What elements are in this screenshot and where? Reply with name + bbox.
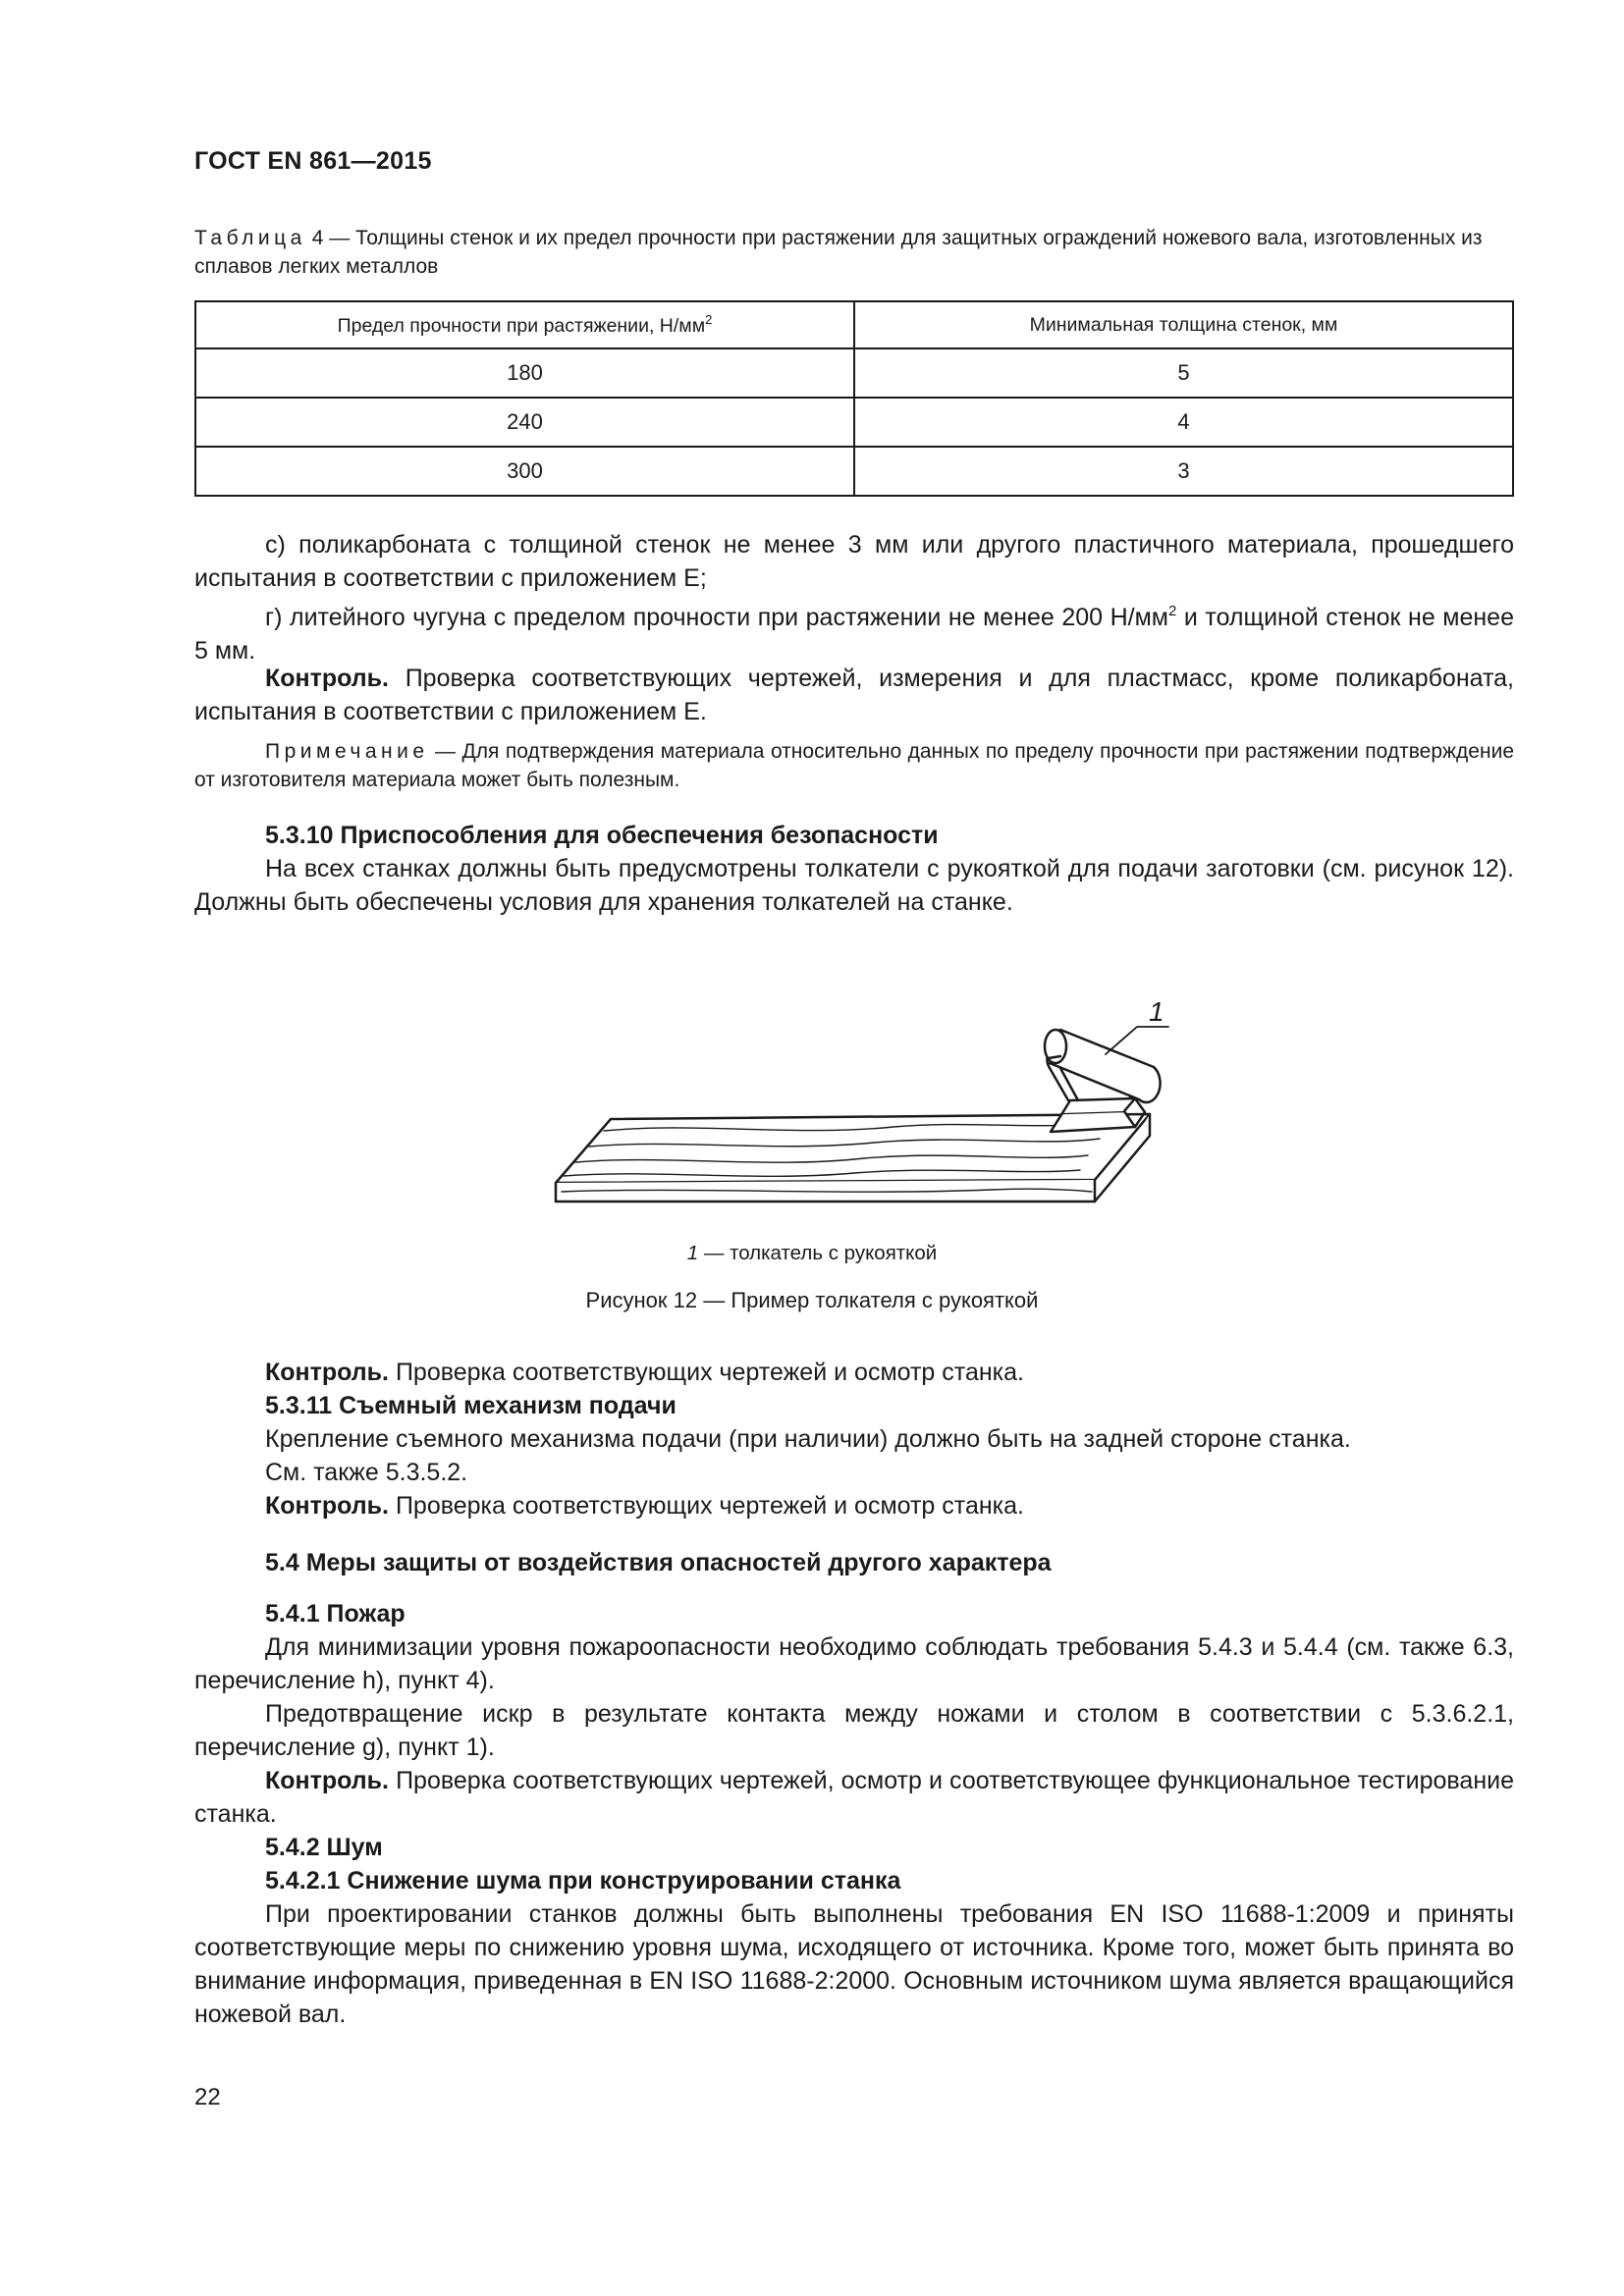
pusher-figure bbox=[550, 972, 1178, 1222]
document-code: ГОСТ EN 861—2015 bbox=[194, 147, 432, 175]
table-caption-text: — Толщины стенок и их предел прочности при растяжении для защитных ограждений ножевого вала, изготовленных из сплавов легких металлов bbox=[194, 227, 1483, 278]
cell-strength: 240 bbox=[195, 398, 854, 447]
list-item-c: с) поликарбоната с толщиной стенок не менее 3 мм или другого пластичного материала, прошедшего испытания в соответствии с приложением Е; bbox=[194, 531, 1514, 592]
control-paragraph-1: Контроль. Проверка соответствующих чертежей, измерения и для пластмасс, кроме поликарбоната, испытания в соответствии с приложением Е. bbox=[194, 665, 1514, 725]
list-item-g: г) литейного чугуна с пределом прочности при растяжении не менее 200 $Н/мм^2$ и толщиной стенок не менее 5 мм. bbox=[194, 603, 1514, 665]
pusher-block bbox=[1051, 1111, 1135, 1132]
table-caption-number: 4 bbox=[311, 227, 324, 249]
control-paragraph-3: Контроль. Проверка соответствующих чертежей и осмотр станка. bbox=[265, 1492, 1024, 1520]
table-caption-label: Таблица bbox=[194, 227, 306, 249]
page-number: 22 bbox=[194, 2084, 221, 2110]
heading-5-3-10: 5.3.10 Приспособления для обеспечения безопасности bbox=[265, 822, 939, 849]
table-header-row bbox=[195, 301, 1513, 348]
cell-strength: 180 bbox=[195, 348, 854, 398]
cell-thickness: 5 bbox=[854, 348, 1513, 398]
paragraph-5-3-11-a: Крепление съемного механизма подачи (при наличии) должно быть на задней стороне станка. bbox=[265, 1425, 1351, 1453]
control-paragraph-2: Контроль. Проверка соответствующих чертежей и осмотр станка. bbox=[265, 1359, 1024, 1386]
paragraph-5-3-10: На всех станках должны быть предусмотрены толкатели с рукояткой для подачи заготовки (см. рисунок 12). Должны быть обеспечены условия для хранения толкателей на станке. bbox=[194, 855, 1514, 916]
heading-5-4: 5.4 Меры защиты от воздействия опасностей другого характера bbox=[265, 1549, 1052, 1576]
figure-caption: Рисунок 12 — Пример толкателя с рукояткой bbox=[585, 1288, 1039, 1312]
table-row bbox=[195, 348, 1513, 398]
cell-thickness: 4 bbox=[854, 398, 1513, 447]
paragraph-5-4-1-b: Предотвращение искр в результате контакта между ножами и столом в соответствии с 5.3.6.2.1, перечисление g), пункт 1). bbox=[194, 1700, 1514, 1761]
wall-thickness-table bbox=[194, 300, 1514, 497]
table-caption bbox=[194, 224, 1514, 281]
heading-5-4-2: 5.4.2 Шум bbox=[265, 1834, 383, 1861]
table-row bbox=[195, 447, 1513, 496]
figure-callout-number: 1 bbox=[1149, 996, 1164, 1027]
heading-5-3-11: 5.3.11 Съемный механизм подачи bbox=[265, 1392, 677, 1419]
cell-strength: 300 bbox=[195, 447, 854, 496]
paragraph-5-3-11-b: См. также 5.3.5.2. bbox=[265, 1459, 468, 1486]
note-paragraph: Примечание — Для подтверждения материала относительно данных по пределу прочности при растяжении подтверждение от изготовителя материала может быть полезным. bbox=[194, 740, 1514, 791]
control-paragraph-4: Контроль. Проверка соответствующих чертежей, осмотр и соответствующее функциональное тестирование станка. bbox=[194, 1767, 1514, 1828]
table-row bbox=[195, 398, 1513, 447]
col-header-thickness: Минимальная толщина стенок, мм bbox=[854, 301, 1513, 348]
heading-5-4-1: 5.4.1 Пожар bbox=[265, 1600, 406, 1628]
figure-legend: 1 — толкатель с рукояткой bbox=[686, 1242, 938, 1264]
heading-5-4-2-1: 5.4.2.1 Снижение шума при конструировании станка bbox=[265, 1867, 901, 1895]
col-header-strength: Предел прочности при растяжении, $Н/мм^2$ bbox=[195, 301, 854, 348]
paragraph-5-4-2-1: При проектировании станков должны быть выполнены требования EN ISO 11688-1:2009 и приняты соответствующие меры по снижению уровня шума, исходящего от источника. Кроме того, может быть принята во внимание информация, приведенная в EN ISO 11688-2:2000. Основным источником шума является вращающийся ножевой вал. bbox=[194, 1900, 1514, 2028]
paragraph-5-4-1-a: Для минимизации уровня пожароопасности необходимо соблюдать требования 5.4.3 и 5.4.4 (см. также 6.3, перечисление h), пункт 4). bbox=[194, 1633, 1514, 1694]
cell-thickness: 3 bbox=[854, 447, 1513, 496]
